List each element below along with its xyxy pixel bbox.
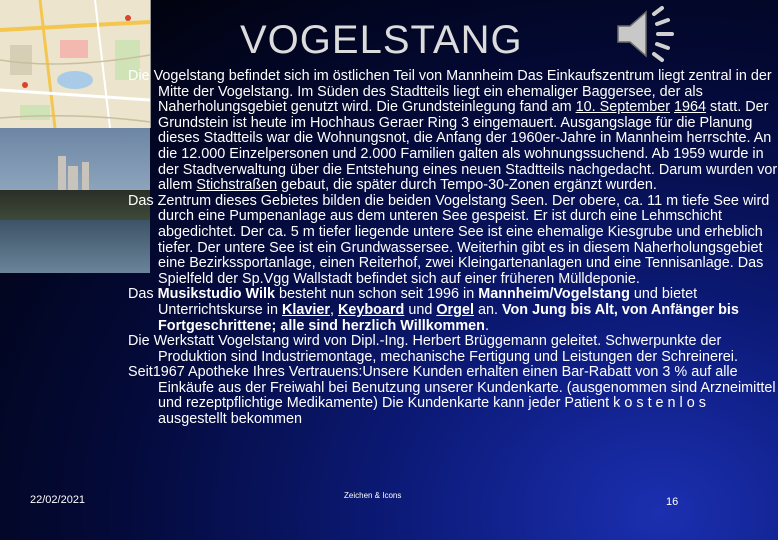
text-run: Musikstudio Wilk	[157, 286, 275, 303]
body-paragraph	[128, 194, 778, 288]
text-run: Die Vogelstang befindet sich im östlichen Teil von Mannheim Das Einkaufszentrum liegt zentral in der Mitte der Vogelstang. Im Süden des Stadtteils liegt ein ehemaliger Baggersee, der als Naherholungsgebiet genutzt wird. Die Grundsteinlegung fand am	[128, 68, 772, 116]
text-run: und	[404, 301, 437, 318]
text-run: Von Jung bis Alt, von Anfänger bis Fortgeschrittene; alle sind herzlich Willkommen	[158, 301, 739, 334]
body-paragraph	[128, 69, 778, 194]
text-run: ,	[329, 301, 338, 318]
text-run: besteht nun schon seit 1996 in	[275, 286, 479, 303]
text-run: Das Zentrum dieses Gebietes bilden die beiden Vogelstang Seen. Der obere, ca. 11 m tiefe See wird durch eine Pumpenanlage aus dem unteren See gespeist. Er ist durch eine Lehmschicht abgedichtet. Der ca. 5 m tiefer liegende untere See ist eine ehemalige Kiesgrube und erheblich tiefer. Der untere See ist ein Grundwassersee. Weiterhin gibt es in diesem Naherholungsgebiet eine Bezirkssportanlage, einen Reiterhof, zwei Kleingartenanlagen und eine Tennisanlage. Das Spielfeld der Sp.Vgg Wallstadt befindet sich auf einer früheren Mülldeponie.	[128, 192, 770, 287]
slide-footer: Zeichen & Icons	[344, 491, 402, 500]
text-link[interactable]: Orgel	[436, 301, 474, 318]
tower-building	[58, 156, 66, 192]
body-paragraph	[128, 365, 778, 427]
text-run: und bietet Unterrichtskurse in	[158, 286, 698, 318]
text-run: an.	[473, 301, 502, 318]
body-paragraph	[128, 334, 778, 365]
text-run: Die Werkstatt Vogelstang wird von Dipl.-Ing. Herbert Brüggemann geleitet. Schwerpunkte der Produktion sind Industriemontage, mechanische Fertigung und Leistungen der Schreinerei.	[128, 333, 738, 365]
text-link[interactable]: Stichstraßen	[196, 177, 278, 194]
text-run: gebaut, die später durch Tempo-30-Zonen ergänzt wurden.	[277, 177, 657, 194]
text-run: Das	[128, 286, 158, 303]
text-run: Seit1967 Apotheke Ihres Vertrauens:Unsere Kunden erhalten einen Bar-Rabatt von 3 % auf alle Einkäufe aus der Freiwahl bei Benutzung unserer Kundenkarte. (ausgenommen sind Arzneimittel und rezeptpflichtige Medikamente) Die Kundenkarte kann jeder Patient k o s t e n l o s ausgestellt bekommen	[128, 364, 776, 428]
tower-building	[82, 162, 89, 192]
text-link[interactable]: Klavier	[281, 301, 330, 318]
tower-building	[68, 166, 78, 192]
slide-title: VOGELSTANG	[240, 18, 523, 62]
text-run: Mannheim/Vogelstang	[478, 286, 630, 303]
text-run: .	[484, 317, 489, 334]
text-link[interactable]: 1964	[674, 99, 707, 116]
text-link[interactable]: Keyboard	[337, 301, 405, 318]
body-paragraph	[128, 287, 778, 334]
speaker-sound-icon[interactable]	[612, 4, 682, 64]
slide-date: 22/02/2021	[30, 494, 86, 506]
text-run: statt. Der Grundstein ist heute im Hochhaus Geraer Ring 3 eingemauert. Ausgangslage für die Planung dieses Stadtteils war die Wohnungsnot, die Anfang der 1960er-Jahre in Mannheim herrschte. An die 12.000 Einzelpersonen und 2.000 Familien galten als wohnungssuchend. Ab 1959 wurde in der Stadtverwaltung über die Entstehung eines neuen Stadtteils nachgedacht. Darum wurden vor allem	[158, 99, 778, 194]
slide-body-text	[128, 68, 778, 428]
text-link[interactable]: 10. September	[575, 99, 670, 116]
slide-page-number: 16	[666, 496, 679, 508]
